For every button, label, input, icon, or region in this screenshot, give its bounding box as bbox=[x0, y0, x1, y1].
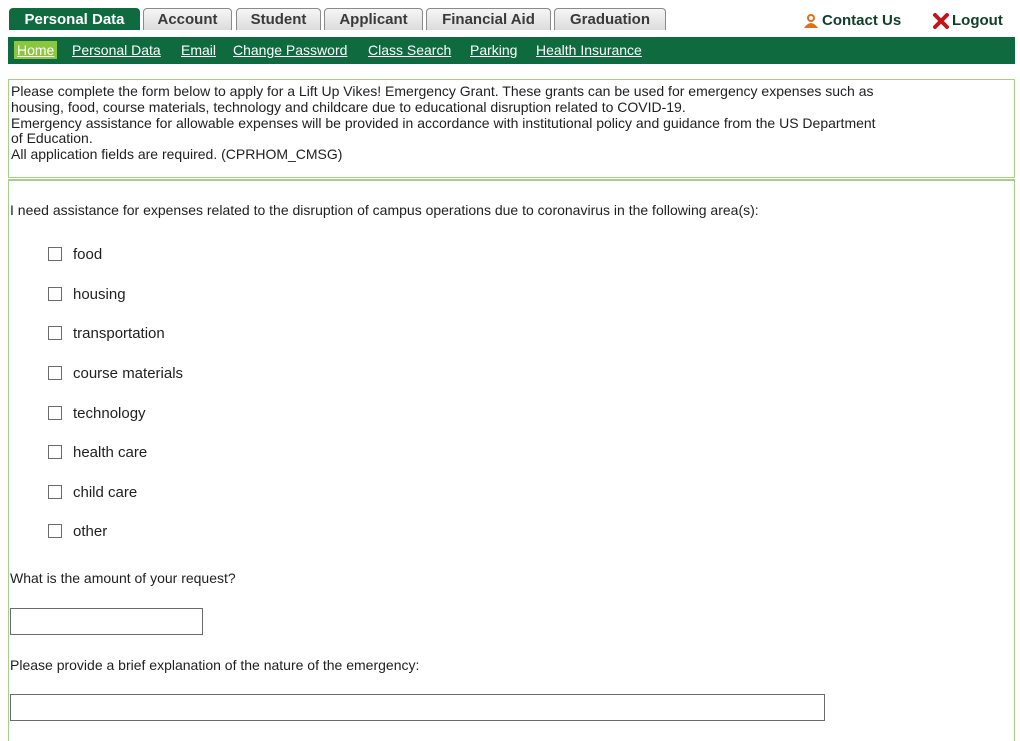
tab-account[interactable]: Account bbox=[143, 8, 232, 30]
assistance-question: I need assistance for expenses related to the disruption of campus operations due to coronavirus in the following area(s): bbox=[10, 202, 759, 218]
checkbox-row-child-care[interactable] bbox=[48, 483, 137, 501]
technology-checkbox[interactable] bbox=[48, 406, 62, 420]
subnav-class-search[interactable]: Class Search bbox=[368, 42, 452, 58]
contact-us-label: Contact Us bbox=[822, 12, 902, 29]
contact-icon bbox=[802, 12, 820, 29]
tab-graduation[interactable]: Graduation bbox=[554, 8, 666, 30]
subnav-home[interactable]: Home bbox=[14, 41, 57, 59]
info-line: Please complete the form below to apply for a Lift Up Vikes! Emergency Grant. These grants can be used for emergency expenses such as bbox=[11, 83, 874, 99]
checkbox-label: health care bbox=[73, 443, 148, 461]
checkbox-row-technology[interactable] bbox=[48, 404, 146, 422]
checkbox-row-course-materials[interactable] bbox=[48, 364, 183, 382]
logout-label: Logout bbox=[952, 12, 1003, 29]
subnav-email[interactable]: Email bbox=[181, 42, 217, 58]
checkbox-row-housing[interactable] bbox=[48, 285, 126, 303]
tab-financial-aid[interactable]: Financial Aid bbox=[426, 8, 551, 30]
food-checkbox[interactable] bbox=[48, 247, 62, 261]
checkbox-label: transportation bbox=[73, 324, 165, 342]
contact-us-link[interactable] bbox=[802, 12, 901, 29]
housing-checkbox[interactable] bbox=[48, 287, 62, 301]
top-tab-bar bbox=[0, 0, 1020, 37]
info-line: housing, food, course materials, technology and childcare due to educational disruption related to COVID-19. bbox=[11, 98, 686, 115]
checkbox-label: housing bbox=[73, 285, 126, 303]
subnav-personal-data[interactable]: Personal Data bbox=[72, 42, 161, 58]
subnav-change-password[interactable]: Change Password bbox=[233, 42, 348, 58]
explanation-input[interactable] bbox=[10, 694, 825, 721]
course-materials-checkbox[interactable] bbox=[48, 366, 62, 380]
checkbox-label: food bbox=[73, 245, 103, 263]
subnav-parking[interactable]: Parking bbox=[470, 42, 518, 58]
health-care-checkbox[interactable] bbox=[48, 445, 62, 459]
close-x-icon bbox=[932, 13, 950, 29]
info-line: of Education. bbox=[11, 130, 93, 147]
grant-info-message bbox=[8, 79, 1015, 178]
info-line: All application fields are required. (CPRHOM_CMSG) bbox=[11, 146, 343, 163]
amount-input[interactable] bbox=[10, 608, 203, 635]
checkbox-label: technology bbox=[73, 404, 146, 422]
other-checkbox[interactable] bbox=[48, 524, 62, 538]
checkbox-label: other bbox=[73, 522, 108, 540]
logout-link[interactable] bbox=[932, 12, 1003, 29]
tab-applicant[interactable]: Applicant bbox=[324, 8, 423, 30]
transportation-checkbox[interactable] bbox=[48, 326, 62, 340]
tab-student[interactable]: Student bbox=[236, 8, 321, 30]
amount-question: What is the amount of your request? bbox=[10, 570, 236, 586]
checkbox-label: child care bbox=[73, 483, 138, 501]
checkbox-row-transportation[interactable] bbox=[48, 324, 165, 342]
subnav-health-insurance[interactable]: Health Insurance bbox=[536, 42, 642, 58]
tab-personal-data[interactable]: Personal Data bbox=[9, 8, 140, 30]
sub-nav-bar bbox=[8, 37, 1015, 64]
child-care-checkbox[interactable] bbox=[48, 485, 62, 499]
checkbox-row-health-care[interactable] bbox=[48, 443, 147, 461]
explanation-question: Please provide a brief explanation of the nature of the emergency: bbox=[10, 657, 420, 673]
info-line: Emergency assistance for allowable expenses will be provided in accordance with institutional policy and guidance from the US Department bbox=[11, 114, 876, 131]
checkbox-label: course materials bbox=[73, 364, 184, 382]
checkbox-row-food[interactable] bbox=[48, 245, 102, 263]
checkbox-row-other[interactable] bbox=[48, 522, 107, 540]
